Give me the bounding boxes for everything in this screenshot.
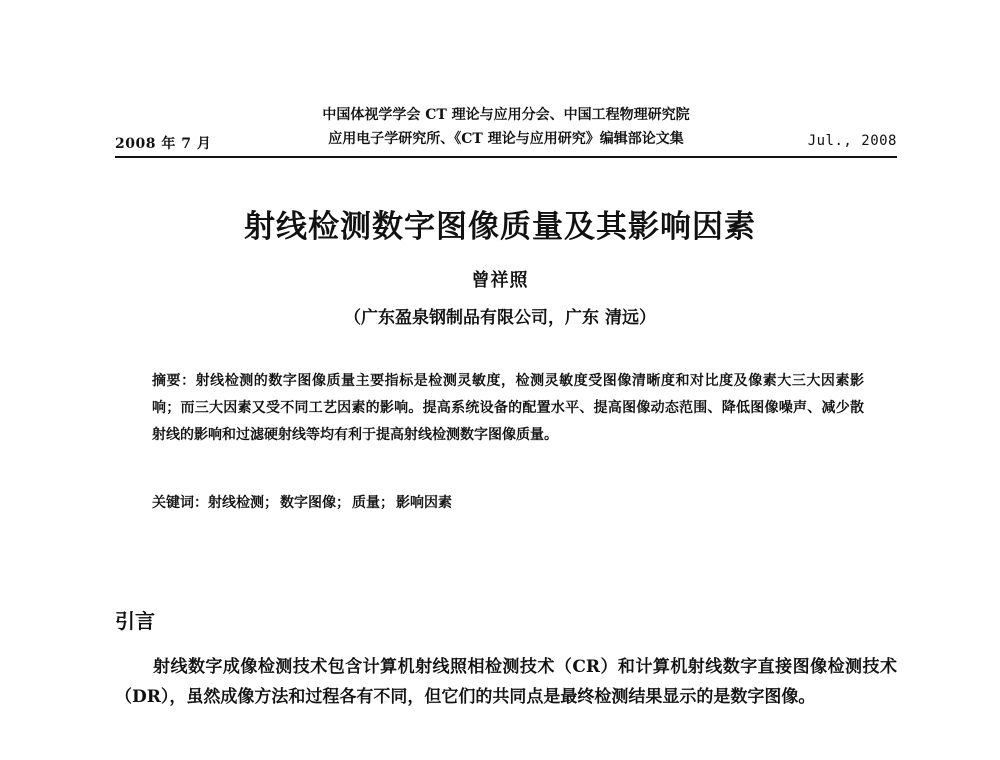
header-publisher-line-1: 中国体视学学会 CT 理论与应用分会、中国工程物理研究院 (322, 107, 690, 123)
abstract-text: 射线检测的数字图像质量主要指标是检测灵敏度，检测灵敏度受图像清晰度和对比度及像素大三大因素影响；而三大因素又受不同工艺因素的影响。提高系统设备的配置水平、提高图像动态范围、降低图像噪声、减少散射线的影响和过滤硬射线等均有利于提高射线检测数字图像质量。 (152, 373, 864, 443)
keywords (152, 490, 864, 517)
section-heading-introduction: 引言 (115, 609, 155, 633)
keyword-item: 质量 (352, 495, 380, 511)
keywords-label: 关键词： (152, 495, 208, 511)
author-name: 曾祥照 (471, 270, 529, 291)
keyword-item: 数字图像 (280, 495, 336, 511)
header-publisher (265, 103, 747, 151)
keyword-separator: ； (380, 495, 394, 511)
abstract-label: 摘要： (152, 373, 196, 389)
header-date-left: 2008 年 7 月 (115, 136, 212, 152)
keyword-item: 射线检测 (208, 495, 264, 511)
article-title: 射线检测数字图像质量及其影响因素 (244, 209, 756, 245)
keyword-item: 影响因素 (396, 495, 452, 511)
header-date-right: Jul., 2008 (807, 133, 897, 149)
keyword-separator: ； (336, 495, 350, 511)
author-affiliation: （广东盈泉钢制品有限公司，广东 清远） (344, 308, 656, 328)
header-publisher-line-2: 应用电子学研究所、《CT 理论与应用研究》编辑部论文集 (328, 131, 684, 147)
keyword-separator: ； (264, 495, 278, 511)
running-header (115, 103, 897, 157)
header-rule (115, 156, 897, 158)
intro-paragraph: 射线数字成像检测技术包含计算机射线照相检测技术（CR）和计算机射线数字直接图像检测技术（DR），虽然成像方法和过程各有不同，但它们的共同点是最终检测结果显示的是数字图像。 (115, 657, 897, 707)
abstract (152, 368, 864, 449)
